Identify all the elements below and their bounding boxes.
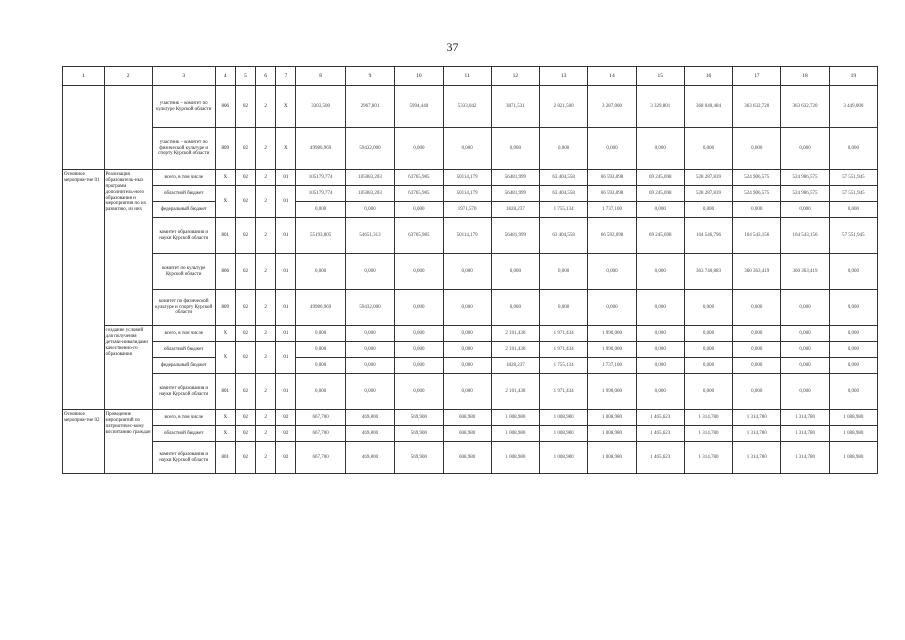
value-cell: 1 465,623 (636, 442, 684, 474)
value-cell: 5994,440 (395, 86, 443, 128)
code-cell: 2 (256, 442, 276, 474)
value-cell: 1 008,980 (491, 442, 539, 474)
value-cell: 56481,999 (491, 218, 539, 254)
header-cell: 4 (215, 67, 235, 86)
value-cell: 0,000 (636, 202, 684, 218)
table-row (63, 186, 878, 202)
value-cell: 1 314,780 (684, 426, 732, 442)
value-cell: 1 008,980 (491, 410, 539, 426)
value-cell: 3303,500 (296, 86, 345, 128)
code-cell: 801 (215, 218, 235, 254)
header-cell: 10 (395, 67, 443, 86)
value-cell: 569,900 (395, 442, 443, 474)
value-cell: 0,000 (684, 358, 732, 374)
value-cell: 55193,805 (296, 218, 345, 254)
code-cell: 02 (235, 426, 255, 442)
payer-label: областной бюджет (152, 186, 215, 202)
value-cell: 363 632,720 (733, 86, 781, 128)
header-cell: 13 (540, 67, 588, 86)
value-cell: 2 101,430 (491, 374, 539, 410)
value-cell: 0,000 (733, 202, 781, 218)
code-cell: 02 (235, 374, 255, 410)
value-cell: 0,000 (395, 254, 443, 290)
value-cell: 0,000 (395, 202, 443, 218)
value-cell: 0,000 (636, 374, 684, 410)
code-cell: 806 (215, 254, 235, 290)
payer-label: участник – комитет по культуре Курской области (152, 86, 215, 128)
value-cell: 363 740,883 (684, 254, 732, 290)
value-cell: 1 737,100 (588, 202, 636, 218)
value-cell: 0,000 (636, 290, 684, 326)
value-cell: 363 632,720 (781, 86, 829, 128)
code-cell: 02 (235, 410, 255, 426)
code-cell: 01 (276, 254, 296, 290)
value-cell: 63 404,558 (540, 186, 588, 202)
value-cell: 0,000 (296, 254, 345, 290)
value-cell: 0,000 (684, 326, 732, 342)
value-cell: 57 551,945 (829, 186, 877, 202)
value-cell: 105179,774 (296, 186, 345, 202)
payer-label: комитет по физической культуре и спорту Курской области (152, 290, 215, 326)
value-cell: 0,000 (395, 358, 443, 374)
value-cell: 57 551,945 (829, 170, 877, 186)
code-cell: 02 (235, 342, 255, 374)
value-cell: 0,000 (781, 374, 829, 410)
table-row (63, 410, 878, 426)
value-cell: 0,000 (491, 254, 539, 290)
value-cell: 0,000 (345, 374, 394, 410)
value-cell: 1 314,780 (781, 442, 829, 474)
value-cell: 0,000 (781, 358, 829, 374)
header-cell: 3 (152, 67, 215, 86)
value-cell: 0,000 (781, 128, 829, 170)
value-cell: 0,000 (395, 374, 443, 410)
value-cell: 56481,999 (491, 170, 539, 186)
value-cell: 0,000 (781, 202, 829, 218)
value-cell: 0,000 (395, 128, 443, 170)
value-cell: 56481,999 (491, 186, 539, 202)
value-cell: 667,700 (296, 442, 345, 474)
value-cell: 1 465,623 (636, 410, 684, 426)
value-cell: 0,000 (733, 358, 781, 374)
value-cell: 1 314,780 (733, 426, 781, 442)
table-row (63, 442, 878, 474)
value-cell: 1 737,100 (588, 358, 636, 374)
table-row (63, 170, 878, 186)
value-cell: 1 008,980 (829, 442, 877, 474)
code-cell: 2 (256, 410, 276, 426)
value-cell: 0,000 (443, 326, 491, 342)
code-cell: X (215, 342, 235, 374)
program-label: Реализация образователь-ных программ дополнитель-ного образования и мероприятия по их развитию, из них (104, 170, 152, 326)
value-cell: 528 287,839 (684, 186, 732, 202)
header-cell: 12 (491, 67, 539, 86)
value-cell: 569,900 (395, 426, 443, 442)
value-cell: 0,000 (443, 374, 491, 410)
value-cell: 2 821,500 (540, 86, 588, 128)
header-cell: 14 (588, 67, 636, 86)
value-cell: 569,900 (395, 410, 443, 426)
value-cell: 0,000 (588, 254, 636, 290)
header-cell: 6 (256, 67, 276, 86)
table-row (63, 254, 878, 290)
value-cell: 0,000 (684, 128, 732, 170)
value-cell: 1 990,000 (588, 326, 636, 342)
value-cell: 0,000 (345, 202, 394, 218)
value-cell: 0,000 (636, 326, 684, 342)
code-cell: 02 (235, 170, 255, 186)
value-cell: 1 314,780 (781, 410, 829, 426)
value-cell: 57 551,945 (829, 218, 877, 254)
code-cell: 01 (276, 170, 296, 186)
value-cell: 2 101,430 (491, 342, 539, 358)
value-cell: 59432,000 (345, 128, 394, 170)
value-cell: 1 990,000 (588, 374, 636, 410)
activity-label: Основное мероприя-тие 02 (63, 410, 105, 474)
program-label: Проведение мероприятий по патриотичес-кому воспитанию граждан (104, 410, 152, 474)
value-cell: 1 008,980 (588, 442, 636, 474)
header-cell: 17 (733, 67, 781, 86)
table-row (63, 342, 878, 358)
value-cell: 1 971,434 (540, 342, 588, 358)
code-cell: 2 (256, 374, 276, 410)
code-cell: X (215, 426, 235, 442)
value-cell: 1828,237 (491, 358, 539, 374)
value-cell: 69 245,698 (636, 218, 684, 254)
value-cell: 0,000 (443, 128, 491, 170)
value-cell: 1 971,434 (540, 374, 588, 410)
value-cell: 164 546,796 (684, 218, 732, 254)
value-cell: 164 543,156 (781, 218, 829, 254)
page-number: 37 (446, 40, 459, 54)
header-cell: 1 (63, 67, 105, 86)
code-cell: X (215, 410, 235, 426)
value-cell: 66 592,098 (588, 186, 636, 202)
header-row (63, 67, 878, 86)
value-cell: 63765,985 (395, 170, 443, 186)
value-cell: 3 287,000 (588, 86, 636, 128)
value-cell: 1 971,434 (540, 326, 588, 342)
code-cell: 02 (235, 128, 255, 170)
value-cell: 0,000 (829, 128, 877, 170)
value-cell: 0,000 (733, 374, 781, 410)
value-cell: 0,000 (684, 342, 732, 358)
code-cell: 02 (235, 290, 255, 326)
value-cell: 0,000 (296, 374, 345, 410)
table-row (63, 358, 878, 374)
table-row (63, 128, 878, 170)
value-cell: 0,000 (345, 358, 394, 374)
code-cell: 806 (215, 86, 235, 128)
value-cell: 1828,237 (491, 202, 539, 218)
code-cell: 2 (256, 128, 276, 170)
value-cell: 1 755,134 (540, 202, 588, 218)
code-cell: 02 (276, 426, 296, 442)
value-cell: 368 040,484 (684, 86, 732, 128)
code-cell: X (276, 128, 296, 170)
value-cell: 469,800 (345, 426, 394, 442)
value-cell: 50114,179 (443, 218, 491, 254)
code-cell: 2 (256, 326, 276, 342)
value-cell: 0,000 (588, 290, 636, 326)
value-cell: 524 906,575 (781, 170, 829, 186)
value-cell: 3 329,801 (636, 86, 684, 128)
value-cell: 0,000 (829, 202, 877, 218)
value-cell: 1 008,980 (540, 442, 588, 474)
payer-label: всего, в том числе (152, 170, 215, 186)
code-cell: 2 (256, 170, 276, 186)
value-cell: 59432,000 (345, 290, 394, 326)
value-cell: 1 008,980 (829, 410, 877, 426)
header-cell: 8 (296, 67, 345, 86)
value-cell: 1971,570 (443, 202, 491, 218)
code-cell: 01 (276, 186, 296, 218)
value-cell: 1 008,980 (540, 410, 588, 426)
value-cell: 0,000 (588, 128, 636, 170)
code-cell: 01 (276, 218, 296, 254)
value-cell: 0,000 (443, 290, 491, 326)
program-label: создание условий для получения детьми-инвалидами качественно-го образования (104, 326, 152, 410)
value-cell: 0,000 (443, 358, 491, 374)
value-cell: 63765,985 (395, 186, 443, 202)
value-cell: 0,000 (733, 290, 781, 326)
value-cell: 1 008,980 (588, 410, 636, 426)
value-cell: 0,000 (829, 254, 877, 290)
value-cell: 469,800 (345, 410, 394, 426)
value-cell: 66 592,098 (588, 170, 636, 186)
code-cell: 809 (215, 290, 235, 326)
code-cell: 01 (276, 326, 296, 342)
header-cell: 2 (104, 67, 152, 86)
value-cell: 0,000 (540, 254, 588, 290)
value-cell: 667,700 (296, 410, 345, 426)
payer-label: участник – комитет по физической культуре и спорту Курской области (152, 128, 215, 170)
value-cell: 0,000 (345, 254, 394, 290)
code-cell: 2 (256, 342, 276, 374)
value-cell: 0,000 (296, 326, 345, 342)
value-cell: 360 363,419 (733, 254, 781, 290)
value-cell: 0,000 (540, 128, 588, 170)
table-row (63, 218, 878, 254)
code-cell: 2 (256, 86, 276, 128)
value-cell: 5333,042 (443, 86, 491, 128)
value-cell: 50114,179 (443, 170, 491, 186)
value-cell: 0,000 (636, 128, 684, 170)
value-cell: 0,000 (395, 326, 443, 342)
value-cell: 1 990,000 (588, 342, 636, 358)
value-cell: 608,980 (443, 410, 491, 426)
code-cell: 02 (276, 442, 296, 474)
value-cell: 1 465,623 (636, 426, 684, 442)
payer-label: областной бюджет (152, 342, 215, 358)
value-cell: 3871,531 (491, 86, 539, 128)
activity-label: Основное мероприя-тие 01 (63, 170, 105, 410)
code-cell: 02 (235, 186, 255, 218)
value-cell: 105083,203 (345, 186, 394, 202)
value-cell: 0,000 (296, 358, 345, 374)
value-cell: 0,000 (540, 290, 588, 326)
code-cell: 2 (256, 290, 276, 326)
value-cell: 0,000 (345, 342, 394, 358)
code-cell: 2 (256, 426, 276, 442)
code-cell: 02 (235, 326, 255, 342)
payer-label: комитет образования и науки Курской области (152, 218, 215, 254)
code-cell: X (215, 326, 235, 342)
table-cell (104, 86, 152, 170)
value-cell: 524 906,575 (733, 186, 781, 202)
value-cell: 63 404,558 (540, 218, 588, 254)
value-cell: 608,980 (443, 442, 491, 474)
value-cell: 0,000 (733, 326, 781, 342)
value-cell: 608,980 (443, 426, 491, 442)
value-cell: 105083,203 (345, 170, 394, 186)
value-cell: 0,000 (781, 342, 829, 358)
value-cell: 0,000 (781, 326, 829, 342)
header-cell: 16 (684, 67, 732, 86)
value-cell: 0,000 (829, 326, 877, 342)
header-cell: 19 (829, 67, 877, 86)
code-cell: 02 (235, 86, 255, 128)
payer-label: комитет по культуре Курской области (152, 254, 215, 290)
value-cell: 0,000 (395, 342, 443, 358)
code-cell: 2 (256, 186, 276, 218)
value-cell: 164 543,156 (733, 218, 781, 254)
code-cell: 02 (235, 254, 255, 290)
value-cell: 0,000 (733, 342, 781, 358)
value-cell: 0,000 (733, 128, 781, 170)
header-cell: 11 (443, 67, 491, 86)
payer-label: областной бюджет (152, 426, 215, 442)
value-cell: 1 008,980 (540, 426, 588, 442)
header-cell: 15 (636, 67, 684, 86)
value-cell: 0,000 (395, 290, 443, 326)
value-cell: 1 314,780 (733, 410, 781, 426)
value-cell: 63765,985 (395, 218, 443, 254)
value-cell: 1 008,980 (829, 426, 877, 442)
value-cell: 0,000 (491, 290, 539, 326)
value-cell: 360 363,419 (781, 254, 829, 290)
value-cell: 0,000 (684, 374, 732, 410)
code-cell: 02 (235, 218, 255, 254)
code-cell: 01 (276, 290, 296, 326)
value-cell: 0,000 (829, 290, 877, 326)
code-cell: X (215, 170, 235, 186)
value-cell: 0,000 (296, 342, 345, 358)
value-cell: 1 314,780 (684, 410, 732, 426)
code-cell: 809 (215, 128, 235, 170)
value-cell: 0,000 (636, 254, 684, 290)
payer-label: всего, в том числе (152, 410, 215, 426)
value-cell: 63 404,558 (540, 170, 588, 186)
value-cell: 0,000 (829, 342, 877, 358)
value-cell: 1 314,780 (781, 426, 829, 442)
value-cell: 469,800 (345, 442, 394, 474)
value-cell: 1 755,134 (540, 358, 588, 374)
table-row (63, 374, 878, 410)
value-cell: 0,000 (443, 254, 491, 290)
table-row (63, 290, 878, 326)
value-cell: 0,000 (781, 290, 829, 326)
table-row (63, 202, 878, 218)
code-cell: X (276, 86, 296, 128)
value-cell: 0,000 (345, 326, 394, 342)
header-cell: 9 (345, 67, 394, 86)
code-cell: 2 (256, 254, 276, 290)
value-cell: 524 906,575 (733, 170, 781, 186)
table-row (63, 426, 878, 442)
payer-label: всего, в том числе (152, 326, 215, 342)
value-cell: 0,000 (636, 358, 684, 374)
value-cell: 3 449,000 (829, 86, 877, 128)
table-row (63, 326, 878, 342)
value-cell: 69 245,698 (636, 170, 684, 186)
value-cell: 1 008,980 (491, 426, 539, 442)
payer-label: федеральный бюджет (152, 202, 215, 218)
value-cell: 69 245,698 (636, 186, 684, 202)
value-cell: 0,000 (443, 342, 491, 358)
code-cell: 801 (215, 374, 235, 410)
code-cell: 02 (235, 442, 255, 474)
value-cell: 49986,969 (296, 290, 345, 326)
payer-label: комитет образования и науки Курской области (152, 442, 215, 474)
value-cell: 667,700 (296, 426, 345, 442)
value-cell: 1 008,980 (588, 426, 636, 442)
code-cell: X (215, 186, 235, 218)
value-cell: 2 101,430 (491, 326, 539, 342)
value-cell: 50114,179 (443, 186, 491, 202)
value-cell: 524 906,575 (781, 186, 829, 202)
value-cell: 528 287,839 (684, 170, 732, 186)
payer-label: федеральный бюджет (152, 358, 215, 374)
value-cell: 0,000 (684, 202, 732, 218)
value-cell: 1 314,780 (733, 442, 781, 474)
value-cell: 0,000 (491, 128, 539, 170)
header-cell: 18 (781, 67, 829, 86)
table-cell (63, 86, 105, 170)
value-cell: 0,000 (829, 374, 877, 410)
value-cell: 0,000 (636, 342, 684, 358)
table-row (63, 86, 878, 128)
header-cell: 5 (235, 67, 255, 86)
value-cell: 0,000 (829, 358, 877, 374)
code-cell: 01 (276, 374, 296, 410)
payer-label: комитет образования и науки Курской области (152, 374, 215, 410)
budget-table (62, 66, 878, 474)
value-cell: 49986,969 (296, 128, 345, 170)
code-cell: 801 (215, 442, 235, 474)
value-cell: 2967,801 (345, 86, 394, 128)
code-cell: 01 (276, 342, 296, 374)
value-cell: 0,000 (684, 290, 732, 326)
value-cell: 105179,774 (296, 170, 345, 186)
code-cell: 02 (276, 410, 296, 426)
header-cell: 7 (276, 67, 296, 86)
code-cell: 2 (256, 218, 276, 254)
value-cell: 66 592,098 (588, 218, 636, 254)
value-cell: 54651,313 (345, 218, 394, 254)
value-cell: 1 314,780 (684, 442, 732, 474)
value-cell: 0,000 (296, 202, 345, 218)
